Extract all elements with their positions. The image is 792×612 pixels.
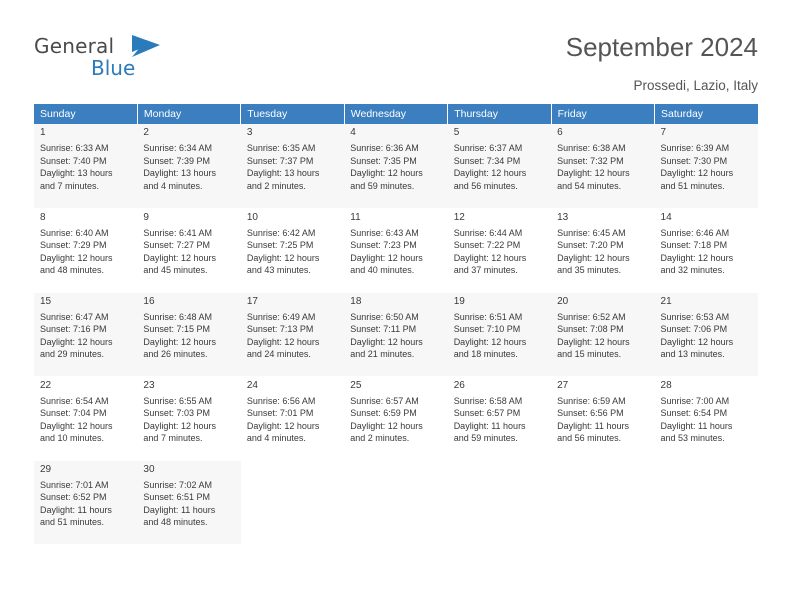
- day-sun-info: [247, 311, 340, 361]
- day-info-line: Daylight: 12 hours: [40, 252, 113, 263]
- day-info-line: and 54 minutes.: [557, 180, 622, 191]
- day-info-line: Sunrise: 6:37 AM: [453, 143, 523, 153]
- day-info-line: and 21 minutes.: [350, 349, 415, 360]
- calendar-day-cell[interactable]: [241, 376, 344, 460]
- day-info-line: Sunrise: 6:50 AM: [350, 311, 419, 322]
- day-info-line: and 37 minutes.: [453, 265, 518, 276]
- day-sun-info: [350, 227, 443, 277]
- calendar-day-cell[interactable]: [137, 292, 240, 376]
- day-number: 30: [143, 463, 155, 475]
- column-header-tuesday: Tuesday: [241, 104, 344, 124]
- calendar-day-cell[interactable]: [551, 376, 654, 460]
- day-number: 2: [143, 127, 149, 138]
- day-info-line: Sunset: 7:37 PM: [246, 155, 314, 166]
- day-info-line: Sunrise: 6:53 AM: [660, 311, 730, 322]
- calendar-day-cell[interactable]: [137, 460, 240, 544]
- day-info-line: Sunset: 7:22 PM: [453, 240, 521, 251]
- day-number: 24: [246, 379, 258, 391]
- calendar-day-cell[interactable]: [34, 292, 137, 376]
- day-sun-info: [454, 311, 547, 361]
- day-info-line: Daylight: 12 hours: [557, 252, 630, 263]
- calendar-cell-empty: [551, 460, 654, 544]
- day-number: 13: [557, 211, 569, 223]
- day-number: 6: [557, 127, 563, 138]
- day-info-line: and 13 minutes.: [660, 349, 725, 360]
- day-info-line: Daylight: 12 hours: [40, 336, 113, 347]
- calendar-day-cell[interactable]: [34, 460, 137, 544]
- page-title: September 2024: [565, 32, 758, 62]
- day-info-line: and 43 minutes.: [246, 265, 311, 276]
- day-info-line: Daylight: 12 hours: [660, 336, 734, 347]
- day-info-line: and 59 minutes.: [350, 180, 415, 191]
- day-info-line: Sunset: 7:11 PM: [350, 324, 417, 335]
- calendar-day-cell[interactable]: [344, 292, 447, 376]
- day-sun-info: [143, 227, 236, 277]
- day-info-line: Daylight: 13 hours: [246, 168, 320, 179]
- day-info-line: Daylight: 12 hours: [143, 420, 216, 431]
- day-info-line: Daylight: 11 hours: [660, 420, 733, 431]
- calendar-day-cell[interactable]: [448, 208, 551, 292]
- day-number: 3: [246, 127, 253, 138]
- day-info-line: Sunset: 7:32 PM: [557, 155, 624, 166]
- day-sun-info: [454, 142, 547, 192]
- day-info-line: and 2 minutes.: [350, 433, 410, 444]
- day-info-line: Sunrise: 6:43 AM: [350, 227, 419, 238]
- calendar-cell-empty: [241, 460, 344, 544]
- day-info-line: Daylight: 12 hours: [246, 336, 320, 347]
- day-info-line: Sunset: 7:15 PM: [143, 324, 210, 335]
- day-sun-info: [557, 227, 650, 277]
- day-info-line: Sunrise: 6:33 AM: [40, 143, 109, 153]
- day-info-line: Sunrise: 6:58 AM: [453, 395, 523, 406]
- day-info-line: Sunrise: 6:57 AM: [350, 395, 419, 406]
- day-info-line: Daylight: 11 hours: [40, 504, 112, 515]
- day-info-line: Sunrise: 6:44 AM: [453, 227, 523, 238]
- day-info-line: and 18 minutes.: [453, 349, 518, 360]
- calendar-day-cell[interactable]: [34, 124, 137, 208]
- column-header-thursday: Thursday: [448, 104, 551, 124]
- calendar-cell-empty: [344, 460, 447, 544]
- column-header-friday: Friday: [551, 104, 654, 124]
- calendar-week-row: [34, 376, 758, 460]
- day-info-line: Daylight: 12 hours: [246, 252, 320, 263]
- day-info-line: Daylight: 12 hours: [453, 336, 527, 347]
- day-info-line: and 59 minutes.: [453, 433, 518, 444]
- calendar-day-cell[interactable]: [551, 208, 654, 292]
- day-info-line: and 7 minutes.: [40, 180, 100, 191]
- day-info-line: Sunrise: 7:00 AM: [660, 395, 730, 406]
- day-number: 16: [143, 295, 155, 307]
- day-info-line: and 29 minutes.: [40, 349, 105, 360]
- calendar-day-cell[interactable]: [448, 292, 551, 376]
- flag-icon: [130, 35, 162, 60]
- logo[interactable]: [34, 34, 174, 82]
- column-header-monday: Monday: [137, 104, 240, 124]
- weekday-header-row: [34, 104, 758, 124]
- day-sun-info: [143, 311, 236, 361]
- calendar-day-cell[interactable]: [137, 124, 240, 208]
- day-info-line: Sunset: 7:27 PM: [143, 240, 210, 251]
- day-info-line: Sunset: 7:25 PM: [246, 240, 314, 251]
- day-number: 27: [557, 379, 569, 391]
- calendar-day-cell[interactable]: [655, 292, 758, 376]
- day-number: 5: [453, 127, 460, 138]
- day-info-line: Daylight: 12 hours: [557, 336, 630, 347]
- day-info-line: Daylight: 12 hours: [40, 420, 113, 431]
- day-info-line: Sunset: 7:18 PM: [660, 240, 728, 251]
- day-info-line: Daylight: 12 hours: [246, 420, 320, 431]
- calendar-week-row: [34, 208, 758, 292]
- calendar-day-cell[interactable]: [344, 376, 447, 460]
- day-info-line: Sunset: 7:03 PM: [143, 408, 210, 419]
- day-info-line: and 53 minutes.: [660, 433, 725, 444]
- day-info-line: Sunset: 7:10 PM: [453, 324, 521, 335]
- day-info-line: Sunset: 7:08 PM: [557, 324, 624, 335]
- column-header-saturday: Saturday: [655, 104, 758, 124]
- day-info-line: Sunrise: 6:35 AM: [246, 143, 316, 153]
- day-info-line: Sunrise: 6:51 AM: [453, 311, 523, 322]
- day-number: 12: [453, 211, 465, 223]
- day-sun-info: [661, 142, 754, 192]
- day-info-line: Sunset: 6:59 PM: [350, 408, 417, 419]
- day-info-line: Sunset: 6:57 PM: [453, 408, 521, 419]
- day-sun-info: [40, 142, 133, 192]
- day-info-line: Sunrise: 7:01 AM: [40, 479, 109, 490]
- day-info-line: and 7 minutes.: [143, 433, 203, 444]
- day-info-line: and 15 minutes.: [557, 349, 622, 360]
- day-info-line: Sunrise: 6:36 AM: [350, 143, 419, 153]
- day-info-line: Sunset: 6:56 PM: [557, 408, 624, 419]
- day-info-line: and 45 minutes.: [143, 265, 208, 276]
- calendar-week-row: [34, 124, 758, 208]
- day-info-line: Daylight: 12 hours: [453, 252, 527, 263]
- day-info-line: Daylight: 12 hours: [350, 252, 423, 263]
- day-number: 14: [660, 211, 672, 223]
- day-number: 23: [143, 379, 155, 391]
- day-info-line: Sunset: 6:54 PM: [660, 408, 728, 419]
- day-info-line: Daylight: 11 hours: [453, 420, 526, 431]
- day-sun-info: [143, 479, 236, 529]
- day-info-line: Sunset: 7:35 PM: [350, 155, 417, 166]
- day-number: 20: [557, 295, 569, 307]
- day-info-line: Sunrise: 6:45 AM: [557, 227, 626, 238]
- day-number: 18: [350, 295, 362, 307]
- day-info-line: Daylight: 12 hours: [660, 252, 734, 263]
- day-info-line: Sunrise: 6:48 AM: [143, 311, 212, 322]
- day-info-line: Sunset: 7:40 PM: [40, 155, 107, 166]
- day-info-line: Daylight: 13 hours: [143, 168, 216, 179]
- day-info-line: Sunrise: 6:40 AM: [40, 227, 109, 238]
- day-info-line: Sunrise: 6:34 AM: [143, 143, 212, 153]
- day-info-line: Sunrise: 6:52 AM: [557, 311, 626, 322]
- day-sun-info: [557, 142, 650, 192]
- day-sun-info: [557, 311, 650, 361]
- day-info-line: and 24 minutes.: [246, 349, 311, 360]
- day-info-line: and 2 minutes.: [246, 180, 306, 191]
- day-number: 15: [40, 295, 52, 307]
- day-info-line: Sunset: 6:52 PM: [40, 492, 107, 503]
- day-info-line: Sunrise: 6:42 AM: [246, 227, 316, 238]
- day-number: 22: [40, 379, 52, 391]
- day-number: 17: [246, 295, 258, 307]
- day-info-line: Daylight: 12 hours: [660, 168, 734, 179]
- day-number: 29: [40, 463, 52, 475]
- day-info-line: Sunset: 7:06 PM: [660, 324, 728, 335]
- day-sun-info: [247, 142, 340, 192]
- day-info-line: Daylight: 12 hours: [350, 168, 423, 179]
- day-info-line: Sunrise: 6:47 AM: [40, 311, 109, 322]
- day-number: 26: [453, 379, 465, 391]
- day-info-line: Sunrise: 6:39 AM: [660, 143, 730, 153]
- calendar-day-cell[interactable]: [448, 376, 551, 460]
- calendar-day-cell[interactable]: [137, 208, 240, 292]
- day-number: 21: [660, 295, 672, 307]
- day-info-line: Sunset: 7:34 PM: [453, 155, 521, 166]
- day-info-line: and 56 minutes.: [453, 180, 518, 191]
- calendar-week-row: [34, 292, 758, 376]
- column-header-sunday: Sunday: [34, 104, 137, 124]
- day-number: 9: [143, 211, 149, 223]
- day-number: 4: [350, 127, 356, 138]
- calendar-week-row: [34, 460, 758, 544]
- day-sun-info: [661, 227, 754, 277]
- day-info-line: Sunset: 7:39 PM: [143, 155, 210, 166]
- day-sun-info: [350, 142, 443, 192]
- day-sun-info: [40, 227, 133, 277]
- day-info-line: Daylight: 12 hours: [557, 168, 630, 179]
- day-info-line: Sunrise: 6:55 AM: [143, 395, 212, 406]
- calendar-day-cell[interactable]: [655, 124, 758, 208]
- sun-times-calendar: [34, 104, 758, 545]
- day-sun-info: [454, 227, 547, 277]
- calendar-day-cell[interactable]: [241, 208, 344, 292]
- day-number: 28: [660, 379, 672, 391]
- logo-text-general: General: [34, 34, 115, 58]
- day-info-line: Daylight: 13 hours: [40, 168, 113, 179]
- day-info-line: and 32 minutes.: [660, 265, 725, 276]
- day-number: 11: [350, 211, 361, 223]
- calendar-cell-empty: [448, 460, 551, 544]
- day-number: 10: [246, 211, 258, 223]
- day-info-line: and 51 minutes.: [660, 180, 725, 191]
- calendar-day-cell[interactable]: [241, 124, 344, 208]
- day-info-line: Sunset: 7:30 PM: [660, 155, 728, 166]
- day-number: 8: [40, 211, 46, 223]
- day-sun-info: [40, 479, 133, 529]
- day-number: 1: [40, 127, 46, 138]
- day-sun-info: [661, 395, 754, 445]
- day-info-line: Sunrise: 7:02 AM: [143, 479, 212, 490]
- day-info-line: Sunrise: 6:56 AM: [246, 395, 316, 406]
- day-sun-info: [40, 395, 133, 445]
- calendar-day-cell[interactable]: [448, 124, 551, 208]
- calendar-day-cell[interactable]: [551, 124, 654, 208]
- day-info-line: Daylight: 12 hours: [453, 168, 527, 179]
- day-info-line: Sunset: 7:29 PM: [40, 240, 107, 251]
- calendar-body: [34, 124, 758, 544]
- calendar-day-cell[interactable]: [344, 124, 447, 208]
- day-info-line: and 10 minutes.: [40, 433, 105, 444]
- day-info-line: Daylight: 12 hours: [143, 336, 216, 347]
- calendar-day-cell[interactable]: [344, 208, 447, 292]
- day-number: 19: [453, 295, 465, 307]
- page-location: Prossedi, Lazio, Italy: [633, 78, 758, 93]
- day-info-line: Daylight: 11 hours: [143, 504, 216, 515]
- day-info-line: Sunset: 6:51 PM: [143, 492, 210, 503]
- day-info-line: and 56 minutes.: [557, 433, 622, 444]
- day-info-line: and 26 minutes.: [143, 349, 208, 360]
- day-info-line: and 4 minutes.: [143, 180, 203, 191]
- day-sun-info: [40, 311, 133, 361]
- calendar-day-cell[interactable]: [241, 292, 344, 376]
- day-sun-info: [350, 395, 443, 445]
- day-info-line: Sunrise: 6:46 AM: [660, 227, 730, 238]
- day-info-line: and 4 minutes.: [246, 433, 306, 444]
- day-info-line: and 51 minutes.: [40, 517, 105, 528]
- day-info-line: and 48 minutes.: [40, 265, 105, 276]
- day-sun-info: [454, 395, 547, 445]
- day-number: 25: [350, 379, 362, 391]
- day-sun-info: [661, 311, 754, 361]
- day-info-line: Sunset: 7:16 PM: [40, 324, 107, 335]
- day-info-line: Sunrise: 6:41 AM: [143, 227, 212, 238]
- calendar-day-cell[interactable]: [34, 376, 137, 460]
- day-info-line: Sunset: 7:23 PM: [350, 240, 417, 251]
- day-info-line: Sunset: 7:20 PM: [557, 240, 624, 251]
- calendar-day-cell[interactable]: [34, 208, 137, 292]
- day-info-line: and 35 minutes.: [557, 265, 622, 276]
- day-sun-info: [350, 311, 443, 361]
- day-sun-info: [557, 395, 650, 445]
- calendar-day-cell[interactable]: [137, 376, 240, 460]
- day-info-line: Sunrise: 6:59 AM: [557, 395, 626, 406]
- day-info-line: Sunrise: 6:38 AM: [557, 143, 626, 153]
- day-info-line: Sunrise: 6:49 AM: [246, 311, 316, 322]
- day-info-line: Daylight: 11 hours: [557, 420, 629, 431]
- calendar-day-cell[interactable]: [655, 208, 758, 292]
- day-info-line: and 48 minutes.: [143, 517, 208, 528]
- calendar-cell-empty: [655, 460, 758, 544]
- day-info-line: Sunset: 7:01 PM: [246, 408, 314, 419]
- day-sun-info: [143, 395, 236, 445]
- day-sun-info: [247, 395, 340, 445]
- day-info-line: Sunrise: 6:54 AM: [40, 395, 109, 406]
- logo-text-blue: Blue: [91, 56, 136, 80]
- day-info-line: Daylight: 12 hours: [350, 336, 423, 347]
- column-header-wednesday: Wednesday: [344, 104, 447, 124]
- page-header: [0, 0, 792, 100]
- calendar-day-cell[interactable]: [655, 376, 758, 460]
- calendar-day-cell[interactable]: [551, 292, 654, 376]
- day-sun-info: [143, 142, 236, 192]
- day-info-line: Sunset: 7:13 PM: [246, 324, 314, 335]
- day-number: 7: [660, 127, 667, 138]
- day-info-line: Daylight: 12 hours: [143, 252, 216, 263]
- day-info-line: and 40 minutes.: [350, 265, 415, 276]
- day-info-line: Sunset: 7:04 PM: [40, 408, 107, 419]
- day-info-line: Daylight: 12 hours: [350, 420, 423, 431]
- day-sun-info: [247, 227, 340, 277]
